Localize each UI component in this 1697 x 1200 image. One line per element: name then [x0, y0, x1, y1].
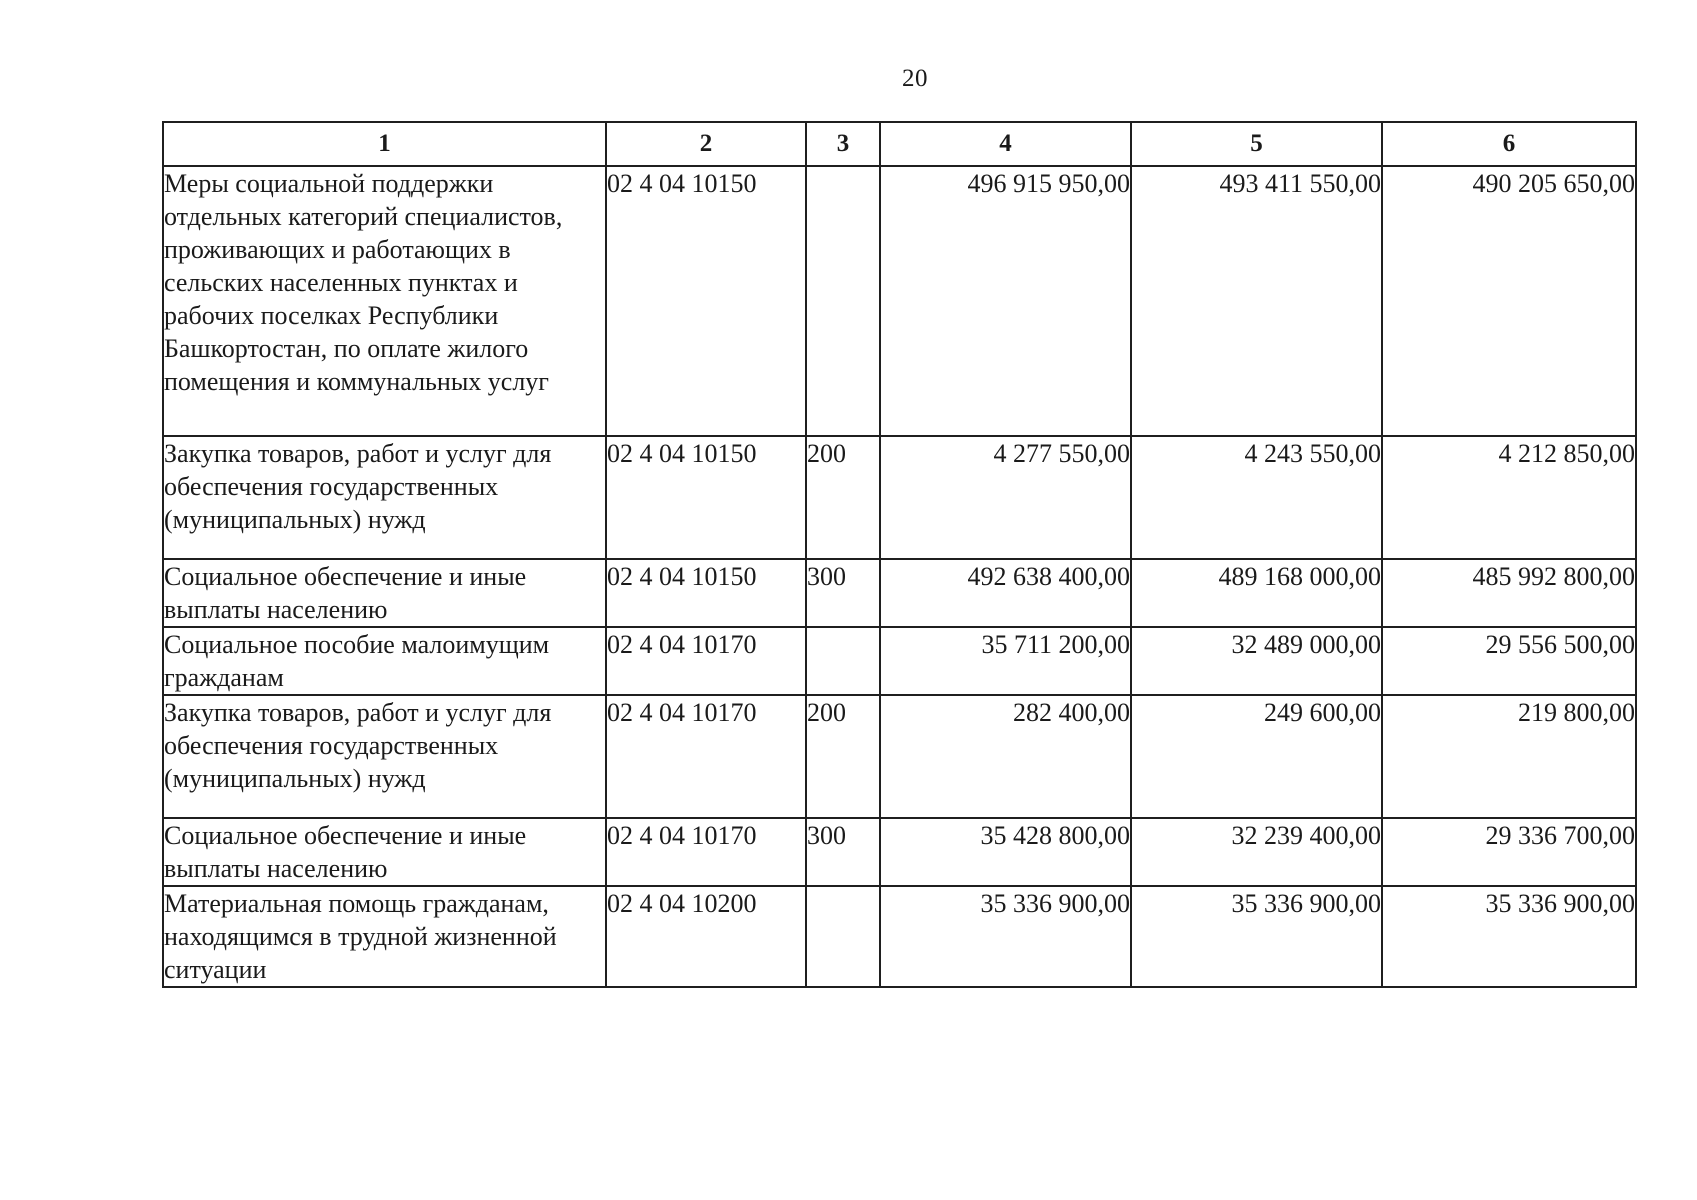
- expense-kind-cell: [806, 166, 880, 436]
- expense-kind-cell: 300: [806, 559, 880, 627]
- expense-name-cell: Меры социальной поддержки отдельных категорий специалистов, проживающих и работающих в сельских населенных пунктах и рабочих поселках Республики Башкортостан, по оплате жилого помещения и коммунальных услуг: [163, 166, 606, 436]
- amount-year-3-cell: 29 556 500,00: [1382, 627, 1636, 695]
- amount-year-3-cell: 490 205 650,00: [1382, 166, 1636, 436]
- column-header-5: 5: [1131, 122, 1382, 166]
- expense-kind-cell: 200: [806, 695, 880, 818]
- amount-year-2-cell: 32 239 400,00: [1131, 818, 1382, 886]
- table-row: [163, 886, 1636, 987]
- expense-name-cell: Закупка товаров, работ и услуг для обеспечения государственных (муниципальных) нужд: [163, 695, 606, 818]
- amount-year-1-cell: 35 711 200,00: [880, 627, 1131, 695]
- amount-year-3-cell: 4 212 850,00: [1382, 436, 1636, 559]
- amount-year-1-cell: 282 400,00: [880, 695, 1131, 818]
- target-code-cell: 02 4 04 10150: [606, 559, 806, 627]
- budget-table: [162, 121, 1637, 988]
- target-code-cell: 02 4 04 10170: [606, 818, 806, 886]
- expense-kind-cell: 200: [806, 436, 880, 559]
- amount-year-1-cell: 4 277 550,00: [880, 436, 1131, 559]
- amount-year-2-cell: 493 411 550,00: [1131, 166, 1382, 436]
- expense-name-cell: Социальное пособие малоимущим гражданам: [163, 627, 606, 695]
- target-code-cell: 02 4 04 10150: [606, 166, 806, 436]
- table-row: [163, 559, 1636, 627]
- target-code-cell: 02 4 04 10170: [606, 695, 806, 818]
- amount-year-2-cell: 35 336 900,00: [1131, 886, 1382, 987]
- column-header-2: 2: [606, 122, 806, 166]
- target-code-cell: 02 4 04 10170: [606, 627, 806, 695]
- expense-kind-cell: [806, 886, 880, 987]
- table-row: [163, 436, 1636, 559]
- column-header-3: 3: [806, 122, 880, 166]
- target-code-cell: 02 4 04 10200: [606, 886, 806, 987]
- column-header-4: 4: [880, 122, 1131, 166]
- amount-year-1-cell: 35 336 900,00: [880, 886, 1131, 987]
- table-header-row: [163, 122, 1636, 166]
- table-row: [163, 166, 1636, 436]
- amount-year-1-cell: 35 428 800,00: [880, 818, 1131, 886]
- expense-kind-cell: [806, 627, 880, 695]
- amount-year-3-cell: 219 800,00: [1382, 695, 1636, 818]
- expense-kind-cell: 300: [806, 818, 880, 886]
- amount-year-3-cell: 485 992 800,00: [1382, 559, 1636, 627]
- expense-name-cell: Закупка товаров, работ и услуг для обеспечения государственных (муниципальных) нужд: [163, 436, 606, 559]
- amount-year-1-cell: 492 638 400,00: [880, 559, 1131, 627]
- amount-year-3-cell: 29 336 700,00: [1382, 818, 1636, 886]
- amount-year-1-cell: 496 915 950,00: [880, 166, 1131, 436]
- amount-year-2-cell: 32 489 000,00: [1131, 627, 1382, 695]
- column-header-1: 1: [163, 122, 606, 166]
- expense-name-cell: Социальное обеспечение и иные выплаты населению: [163, 559, 606, 627]
- amount-year-2-cell: 489 168 000,00: [1131, 559, 1382, 627]
- page-number: 20: [902, 65, 928, 92]
- table-row: [163, 627, 1636, 695]
- amount-year-2-cell: 249 600,00: [1131, 695, 1382, 818]
- table-row: [163, 818, 1636, 886]
- target-code-cell: 02 4 04 10150: [606, 436, 806, 559]
- expense-name-cell: Материальная помощь гражданам, находящимся в трудной жизненной ситуации: [163, 886, 606, 987]
- column-header-6: 6: [1382, 122, 1636, 166]
- expense-name-cell: Социальное обеспечение и иные выплаты населению: [163, 818, 606, 886]
- table-row: [163, 695, 1636, 818]
- amount-year-3-cell: 35 336 900,00: [1382, 886, 1636, 987]
- amount-year-2-cell: 4 243 550,00: [1131, 436, 1382, 559]
